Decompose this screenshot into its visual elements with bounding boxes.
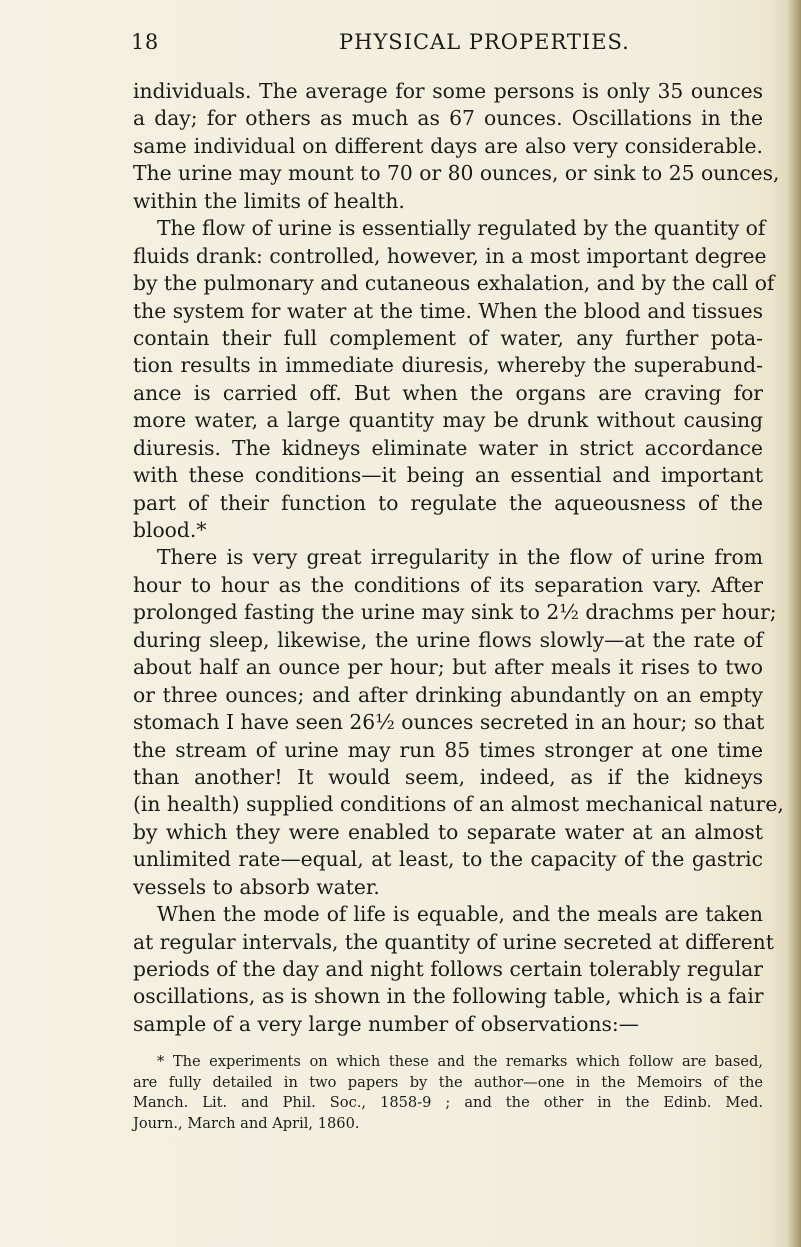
body-line: individuals. The average for some persons is only 35 ounces	[133, 79, 763, 103]
body-line: the system for water at the time. When the blood and tissues	[133, 298, 763, 323]
body-line: (in health) supplied conditions of an almost mechanical nature,	[133, 792, 784, 817]
body-line: When the mode of life is equable, and the meals are taken	[157, 902, 763, 927]
body-line: ance is carried off. But when the organs are craving for	[133, 380, 763, 405]
body-line: fluids drank: controlled, however, in a most important degree	[133, 243, 767, 268]
body-line: part of their function to regulate the aqueousness of the	[133, 490, 763, 515]
footnote-line: Manch. Lit. and Phil. Soc., 1858-9 ; and the other in the Edinb. Med.	[133, 1094, 763, 1111]
running-head: PHYSICAL PROPERTIES.	[339, 30, 630, 54]
body-line: There is very great irregularity in the flow of urine from	[157, 545, 763, 570]
body-line: than another! It would seem, indeed, as if the kidneys	[133, 764, 763, 789]
page-header	[0, 30, 801, 60]
body-line: tion results in immediate diuresis, whereby the superabund-	[133, 353, 763, 378]
footnote-line: * The experiments on which these and the remarks which follow are based,	[157, 1053, 763, 1070]
body-line: within the limits of health.	[133, 188, 405, 213]
body-line: a day; for others as much as 67 ounces. Oscillations in the	[133, 106, 763, 131]
body-line: diuresis. The kidneys eliminate water in strict accordance	[133, 435, 763, 460]
body-line: or three ounces; and after drinking abundantly on an empty	[133, 682, 763, 707]
body-line: periods of the day and night follows certain tolerably regular	[133, 957, 763, 981]
body-line: The urine may mount to 70 or 80 ounces, or sink to 25 ounces,	[133, 161, 780, 186]
body-line: by which they were enabled to separate water at an almost	[133, 819, 763, 844]
body-line: vessels to absorb water.	[133, 874, 380, 899]
body-line: hour to hour as the conditions of its separation vary. After	[133, 572, 763, 597]
body-text	[133, 78, 784, 1038]
body-line: contain their full complement of water, any further pota-	[133, 325, 763, 350]
body-line: blood.*	[133, 518, 207, 542]
body-line: prolonged fasting the urine may sink to 2½ drachms per hour;	[133, 600, 777, 625]
body-line: during sleep, likewise, the urine flows slowly—at the rate of	[133, 627, 763, 652]
body-line: the stream of urine may run 85 times stronger at one time	[133, 737, 763, 762]
footnote-line: Journ., March and April, 1860.	[133, 1114, 360, 1132]
body-line: stomach I have seen 26½ ounces secreted in an hour; so that	[133, 710, 765, 735]
body-line: about half an ounce per hour; but after meals it rises to two	[133, 655, 763, 680]
body-line: sample of a very large number of observations:—	[133, 1011, 640, 1036]
body-line: The flow of urine is essentially regulated by the quantity of	[157, 216, 766, 241]
body-line: by the pulmonary and cutaneous exhalation, and by the call of	[133, 271, 775, 296]
body-line: more water, a large quantity may be drunk without causing	[133, 408, 763, 433]
page-edge-shadow	[787, 0, 801, 1247]
body-line: with these conditions—it being an essential and important	[133, 463, 763, 488]
body-line: at regular intervals, the quantity of urine secreted at different	[133, 929, 774, 954]
body-line: oscillations, as is shown in the following table, which is a fair	[133, 984, 764, 1009]
body-line: same individual on different days are also very considerable.	[133, 133, 763, 158]
page-number: 18	[131, 30, 159, 54]
footnote-line: are fully detailed in two papers by the author—one in the Memoirs of the	[133, 1073, 763, 1091]
body-line: unlimited rate—equal, at least, to the capacity of the gastric	[133, 847, 763, 872]
footnote	[133, 1052, 763, 1134]
